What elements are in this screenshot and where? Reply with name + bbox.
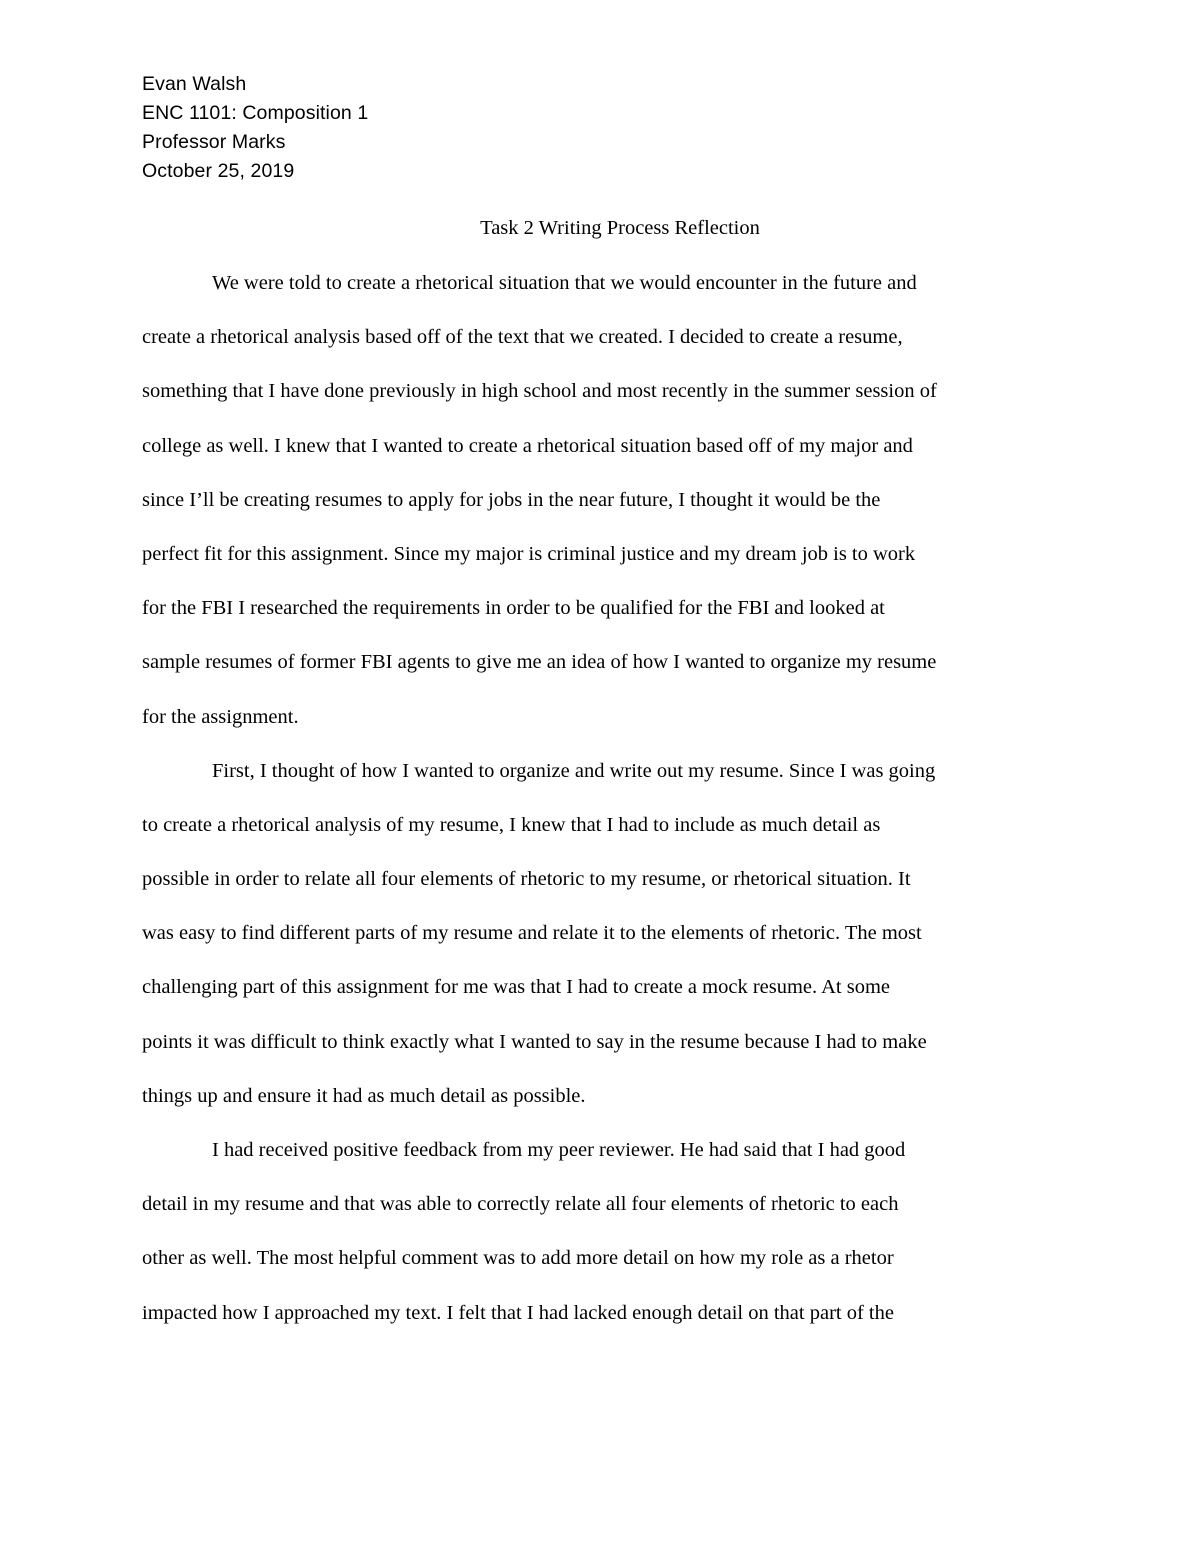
- paragraph-1-line-9: for the assignment.: [142, 705, 299, 728]
- paragraph-2-line-5: challenging part of this assignment for me was that I had to create a mock resume. At some: [142, 976, 891, 999]
- paragraph-2-line-3: possible in order to relate all four elements of rhetoric to my resume, or rhetorical situation. It: [142, 868, 911, 891]
- paragraph-1-line-4: college as well. I knew that I wanted to create a rhetorical situation based off of my major and: [142, 434, 913, 457]
- paragraph-3-line-3: other as well. The most helpful comment was to add more detail on how my role as a rhetor: [142, 1247, 894, 1270]
- essay-body: [142, 269, 1082, 1353]
- course-name: ENC 1101: Composition 1: [142, 102, 369, 124]
- paragraph-1-line-3: something that I have done previously in high school and most recently in the summer session of: [142, 380, 937, 403]
- paragraph-1-line-6: perfect fit for this assignment. Since my major is criminal justice and my dream job is to work: [142, 542, 916, 565]
- heading-block: [142, 70, 368, 186]
- instructor-name: Professor Marks: [142, 131, 286, 153]
- essay-title: Task 2 Writing Process Reflection: [480, 217, 760, 239]
- paragraph-1-line-2: create a rhetorical analysis based off of the text that we created. I decided to create a resume,: [142, 326, 903, 349]
- paragraph-3-line-1: I had received positive feedback from my peer reviewer. He had said that I had good: [212, 1139, 906, 1161]
- paragraph-1-line-7: for the FBI I researched the requirements in order to be qualified for the FBI and looked at: [142, 597, 885, 620]
- paragraph-2-line-6: points it was difficult to think exactly what I wanted to say in the resume because I had to make: [142, 1030, 927, 1053]
- paragraph-3-line-4: impacted how I approached my text. I felt that I had lacked enough detail on that part of the: [142, 1301, 894, 1324]
- paragraph-1-line-8: sample resumes of former FBI agents to give me an idea of how I wanted to organize my resume: [142, 651, 937, 674]
- paragraph-2-line-1: First, I thought of how I wanted to organize and write out my resume. Since I was going: [212, 759, 936, 782]
- paragraph-2-line-2: to create a rhetorical analysis of my resume, I knew that I had to include as much detail as: [142, 813, 881, 836]
- paragraph-2-line-4: was easy to find different parts of my resume and relate it to the elements of rhetoric. The most: [142, 922, 922, 945]
- date: October 25, 2019: [142, 160, 295, 182]
- paragraph-3-line-2: detail in my resume and that was able to correctly relate all four elements of rhetoric to each: [142, 1193, 899, 1216]
- paragraph-1-line-5: since I’ll be creating resumes to apply for jobs in the near future, I thought it would be the: [142, 488, 881, 511]
- paragraph-2-line-7: things up and ensure it had as much detail as possible.: [142, 1084, 586, 1107]
- author-name: Evan Walsh: [142, 73, 247, 95]
- paragraph-1-line-1: We were told to create a rhetorical situation that we would encounter in the future and: [212, 272, 917, 294]
